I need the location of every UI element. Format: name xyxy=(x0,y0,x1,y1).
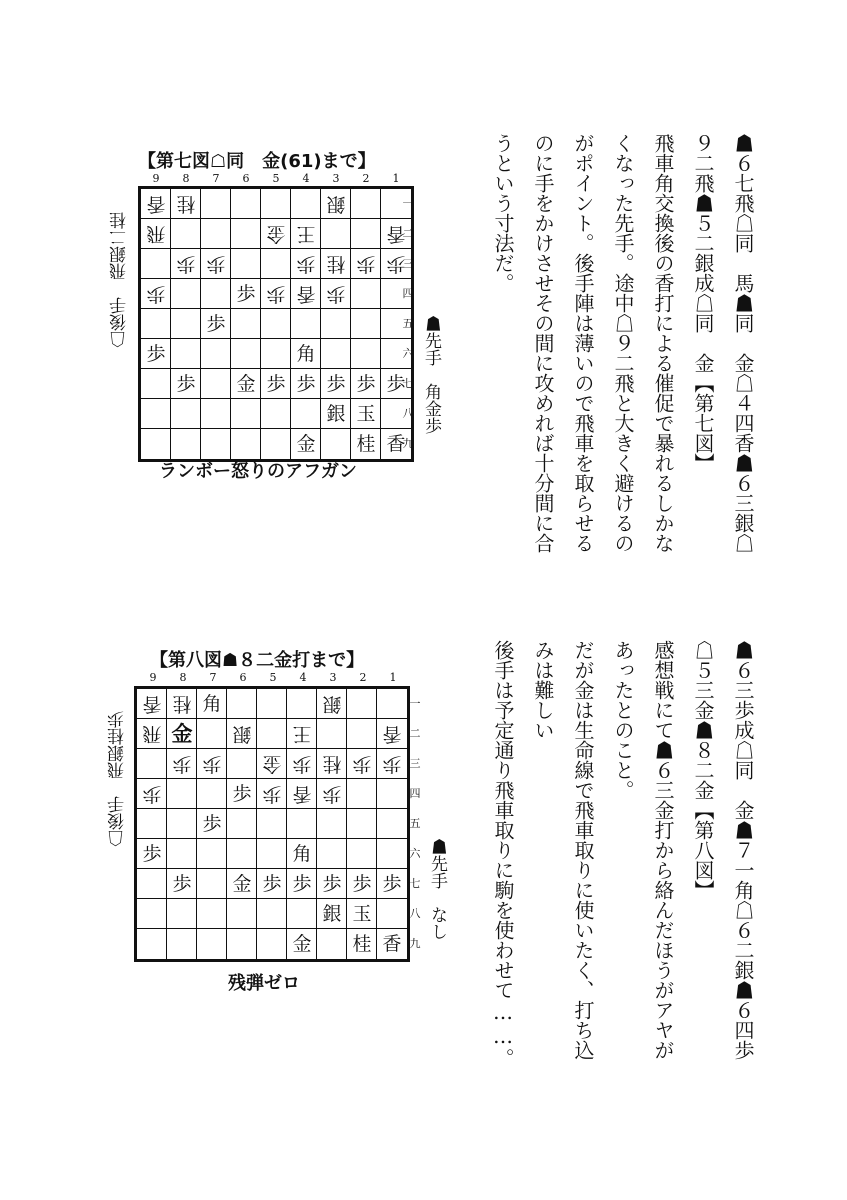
board-square xyxy=(171,309,201,339)
board-square xyxy=(351,189,381,219)
gote-piece: 歩 xyxy=(296,253,316,275)
row-number: 二 xyxy=(409,727,421,740)
board-square xyxy=(261,399,291,429)
board-square xyxy=(321,219,351,249)
prose-column: 飛車角交換後の香打による催促で暴れるしかな xyxy=(651,133,675,553)
column-number: 7 xyxy=(212,172,220,185)
board-square xyxy=(257,719,287,749)
row-number: 三 xyxy=(402,257,414,270)
gote-piece: 飛 xyxy=(146,223,166,245)
column-number: 2 xyxy=(359,671,367,684)
column-number: 9 xyxy=(149,671,157,684)
prose-column: みは難しい xyxy=(531,640,555,740)
board-square xyxy=(261,189,291,219)
board-square xyxy=(197,839,227,869)
row-number: 二 xyxy=(402,227,414,240)
sente-piece: 歩 xyxy=(326,373,346,395)
board-square xyxy=(227,689,257,719)
prose-column: 後手は予定通り飛車取りに駒を使わせて……。 xyxy=(491,640,515,1068)
board-square xyxy=(347,779,377,809)
sente-piece: 歩 xyxy=(146,343,166,365)
board-square xyxy=(287,689,317,719)
board-square xyxy=(171,399,201,429)
board-square xyxy=(201,219,231,249)
board-square xyxy=(197,929,227,959)
row-number: 四 xyxy=(402,287,414,300)
gote-piece: 香 xyxy=(292,783,312,805)
board-square xyxy=(227,899,257,929)
column-number: 5 xyxy=(269,671,277,684)
board-square xyxy=(227,749,257,779)
gote-piece: 金 xyxy=(266,223,286,245)
prose-column: だが金は生命線で飛車取りに使いたく、打ち込 xyxy=(571,640,595,1060)
board-square xyxy=(137,899,167,929)
board-square xyxy=(167,899,197,929)
sente-piece: 桂 xyxy=(356,433,376,455)
board-square xyxy=(347,839,377,869)
gote-piece: 歩 xyxy=(146,283,166,305)
board-square xyxy=(257,929,287,959)
board-square xyxy=(261,309,291,339)
board-square xyxy=(321,339,351,369)
board-square xyxy=(321,429,351,459)
board-square xyxy=(351,219,381,249)
gote-piece: 歩 xyxy=(262,783,282,805)
sente-piece: 歩 xyxy=(206,313,226,335)
gote-piece: 銀 xyxy=(232,723,252,745)
shogi-board xyxy=(134,686,410,962)
board-square xyxy=(257,839,287,869)
column-number: 4 xyxy=(299,671,307,684)
board-square xyxy=(231,339,261,369)
board-square xyxy=(377,809,407,839)
gote-hand-text: ☖後手 飛銀二桂 xyxy=(110,212,130,348)
board-square xyxy=(141,399,171,429)
board-square xyxy=(377,839,407,869)
gote-piece: 歩 xyxy=(356,253,376,275)
row-numbers xyxy=(408,689,422,959)
sente-piece: 歩 xyxy=(262,873,282,895)
gote-hand-text: ☖後手 飛銀桂歩 xyxy=(108,711,128,847)
board-square xyxy=(377,899,407,929)
gote-piece: 歩 xyxy=(322,783,342,805)
gote-piece: 銀 xyxy=(322,693,342,715)
row-number: 三 xyxy=(409,757,421,770)
gote-piece: 歩 xyxy=(386,253,406,275)
prose-column: ９二飛☗５二銀成☖同 金【第七図】 xyxy=(691,133,715,473)
board-square xyxy=(321,309,351,339)
board-square xyxy=(231,219,261,249)
board-square xyxy=(347,809,377,839)
sente-piece: 香 xyxy=(386,433,406,455)
board-square xyxy=(231,399,261,429)
row-number: 七 xyxy=(409,877,421,890)
gote-piece: 飛 xyxy=(142,723,162,745)
gote-piece: 銀 xyxy=(326,193,346,215)
gote-piece: 歩 xyxy=(176,253,196,275)
row-number: 一 xyxy=(402,197,414,210)
board-square xyxy=(261,249,291,279)
shogi-board xyxy=(138,186,414,462)
sente-piece: 銀 xyxy=(326,403,346,425)
gote-piece: 桂 xyxy=(326,253,346,275)
board-square xyxy=(201,189,231,219)
diagram-7-title: 【第七図☖同 金(61)まで】 xyxy=(138,151,376,172)
board-square xyxy=(261,429,291,459)
sente-piece: 歩 xyxy=(202,813,222,835)
board-square xyxy=(197,719,227,749)
column-number: 8 xyxy=(179,671,187,684)
column-number: 7 xyxy=(209,671,217,684)
gote-piece: 王 xyxy=(292,723,312,745)
gote-piece: 歩 xyxy=(326,283,346,305)
column-numbers xyxy=(141,172,411,186)
column-number: 3 xyxy=(332,172,340,185)
column-number: 9 xyxy=(152,172,160,185)
board-square xyxy=(137,929,167,959)
prose-column: あったとのこと。 xyxy=(611,640,635,800)
column-numbers xyxy=(138,671,408,685)
row-number: 七 xyxy=(402,377,414,390)
gote-piece: 歩 xyxy=(292,753,312,775)
column-number: 1 xyxy=(392,172,400,185)
row-number: 一 xyxy=(409,697,421,710)
board-square xyxy=(377,689,407,719)
board-square xyxy=(201,339,231,369)
gote-piece: 香 xyxy=(142,693,162,715)
board-square xyxy=(287,899,317,929)
sente-piece: 歩 xyxy=(296,373,316,395)
diagram-8-title: 【第八図☗８二金打まで】 xyxy=(150,650,365,671)
board-square xyxy=(317,719,347,749)
row-number: 八 xyxy=(402,407,414,420)
board-square xyxy=(317,809,347,839)
board-square xyxy=(201,279,231,309)
sente-piece: 歩 xyxy=(236,283,256,305)
board-square xyxy=(291,309,321,339)
board-square xyxy=(227,809,257,839)
sente-piece: 歩 xyxy=(232,783,252,805)
prose-column: ☗６三歩成☖同 金☗７一角☖６二銀☗６四歩 xyxy=(731,640,755,1060)
sente-piece: 桂 xyxy=(352,933,372,955)
prose-column: 感想戦にて☗６三金打から絡んだほうがアヤが xyxy=(651,640,675,1060)
sente-piece: 金 xyxy=(292,933,312,955)
prose-column: がポイント。後手陣は薄いので飛車を取らせる xyxy=(571,133,595,553)
sente-piece: 玉 xyxy=(352,903,372,925)
board-square xyxy=(167,839,197,869)
board-square xyxy=(231,189,261,219)
board-square xyxy=(171,219,201,249)
row-number: 四 xyxy=(409,787,421,800)
prose-column: くなった先手。途中☖９二飛と大きく避けるの xyxy=(611,133,635,553)
board-square xyxy=(377,779,407,809)
board-square xyxy=(137,749,167,779)
column-number: 2 xyxy=(362,172,370,185)
gote-piece: 桂 xyxy=(176,193,196,215)
prose-column: うという寸法だ。 xyxy=(491,133,515,293)
prose-column: のに手をかけさせその間に攻めれば十分間に合 xyxy=(531,133,555,553)
sente-piece: 銀 xyxy=(322,903,342,925)
gote-piece: 歩 xyxy=(382,753,402,775)
sente-piece: 金 xyxy=(236,373,256,395)
board-square xyxy=(351,279,381,309)
sente-piece: 金 xyxy=(296,433,316,455)
column-number: 6 xyxy=(242,172,250,185)
board-square xyxy=(167,809,197,839)
sente-hand xyxy=(419,315,443,475)
board-square xyxy=(171,429,201,459)
gote-piece: 香 xyxy=(382,723,402,745)
board-square xyxy=(231,429,261,459)
board-square xyxy=(141,309,171,339)
gote-piece: 桂 xyxy=(172,693,192,715)
board-square xyxy=(197,899,227,929)
board-square xyxy=(347,689,377,719)
sente-piece: 歩 xyxy=(172,873,192,895)
board-square xyxy=(317,929,347,959)
board-square xyxy=(257,809,287,839)
diagram-8-caption: 残弾ゼロ xyxy=(228,973,300,994)
sente-hand-text: ☗先手 角金歩 xyxy=(421,315,441,434)
row-number: 六 xyxy=(409,847,421,860)
board-square xyxy=(227,839,257,869)
gote-piece: 歩 xyxy=(206,253,226,275)
row-number: 六 xyxy=(402,347,414,360)
row-numbers xyxy=(401,189,415,459)
row-number: 九 xyxy=(402,437,414,450)
board-square xyxy=(257,899,287,929)
sente-piece: 歩 xyxy=(382,873,402,895)
board-square xyxy=(167,779,197,809)
sente-piece: 香 xyxy=(382,933,402,955)
sente-piece: 歩 xyxy=(322,873,342,895)
board-square xyxy=(141,369,171,399)
board-square xyxy=(137,809,167,839)
gote-piece: 香 xyxy=(296,283,316,305)
board-square xyxy=(141,429,171,459)
board-square xyxy=(287,809,317,839)
board-square xyxy=(137,869,167,899)
board-square xyxy=(317,839,347,869)
gote-piece: 歩 xyxy=(266,283,286,305)
sente-piece: 角 xyxy=(292,843,312,865)
sente-piece: 玉 xyxy=(356,403,376,425)
prose-column: ☖５三金☗８二金【第八図】 xyxy=(691,640,715,900)
row-number: 五 xyxy=(402,317,414,330)
gote-piece: 桂 xyxy=(322,753,342,775)
board-square xyxy=(141,249,171,279)
gote-piece: 歩 xyxy=(352,753,372,775)
board-square xyxy=(351,309,381,339)
sente-piece: 角 xyxy=(202,693,222,715)
board-square xyxy=(197,869,227,899)
sente-hand xyxy=(425,838,449,968)
sente-hand-text: ☗先手 なし xyxy=(427,838,447,940)
board-square xyxy=(257,689,287,719)
sente-piece: 歩 xyxy=(356,373,376,395)
sente-piece: 歩 xyxy=(386,373,406,395)
board-square xyxy=(347,719,377,749)
sente-piece: 角 xyxy=(296,343,316,365)
gote-piece: 香 xyxy=(146,193,166,215)
sente-piece: 歩 xyxy=(352,873,372,895)
gote-piece: 香 xyxy=(386,223,406,245)
column-number: 5 xyxy=(272,172,280,185)
board-square xyxy=(227,929,257,959)
board-square xyxy=(201,399,231,429)
gote-hand xyxy=(106,687,130,847)
board-square xyxy=(231,309,261,339)
gote-piece: 王 xyxy=(296,223,316,245)
column-number: 1 xyxy=(389,671,397,684)
column-number: 4 xyxy=(302,172,310,185)
board-square xyxy=(167,929,197,959)
board-square xyxy=(201,429,231,459)
row-number: 五 xyxy=(409,817,421,830)
board-square xyxy=(201,369,231,399)
board-square xyxy=(351,339,381,369)
column-number: 8 xyxy=(182,172,190,185)
gote-piece: 金 xyxy=(262,753,282,775)
board-square xyxy=(171,279,201,309)
sente-piece: 歩 xyxy=(176,373,196,395)
sente-piece: 歩 xyxy=(292,873,312,895)
sente-piece: 歩 xyxy=(142,843,162,865)
board-square xyxy=(291,189,321,219)
board-square xyxy=(197,779,227,809)
row-number: 八 xyxy=(409,907,421,920)
gote-piece: 歩 xyxy=(142,783,162,805)
sente-piece: 歩 xyxy=(266,373,286,395)
gote-hand xyxy=(108,188,132,348)
sente-piece: 金 xyxy=(232,873,252,895)
gote-piece: 歩 xyxy=(202,753,222,775)
board-square xyxy=(171,339,201,369)
row-number: 九 xyxy=(409,937,421,950)
gote-piece: 歩 xyxy=(172,753,192,775)
board-square xyxy=(231,249,261,279)
diagram-7-caption: ランボー怒りのアフガン xyxy=(159,461,357,482)
board-square xyxy=(261,339,291,369)
board-square xyxy=(291,399,321,429)
column-number: 3 xyxy=(329,671,337,684)
sente-piece: 金 xyxy=(171,721,193,746)
column-number: 6 xyxy=(239,671,247,684)
prose-column: ☗６七飛☖同 馬☗同 金☖４四香☗６三銀☖ xyxy=(731,133,755,553)
